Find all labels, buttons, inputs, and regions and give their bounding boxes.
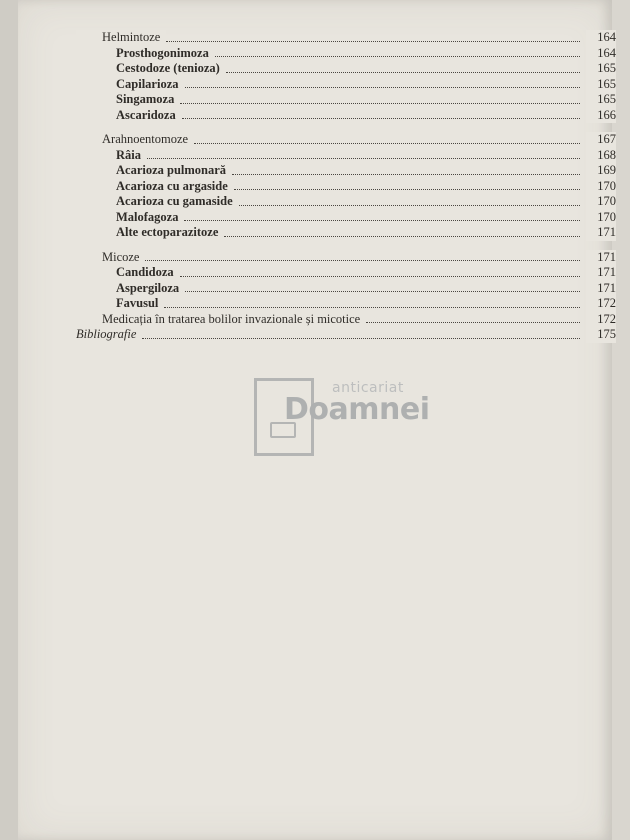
toc-entry-title: Acarioza pulmonară [76,163,232,179]
toc-entry [76,163,616,179]
toc-leader-dots [184,219,580,221]
toc-leader-dots [226,71,580,73]
toc-entry-title: Aspergiloza [76,281,185,297]
toc-entry-page: 168 [586,148,616,164]
toc-entry [76,108,616,124]
page-gutter [0,0,18,840]
toc-entry [76,312,616,328]
table-of-contents [76,30,616,343]
toc-entry-title: Bibliografie [76,327,142,343]
toc-entry-title: Râia [76,148,147,164]
toc-entry [76,61,616,77]
toc-entry-title: Singamoza [76,92,180,108]
toc-entry-title: Prosthogonimoza [76,46,215,62]
toc-leader-dots [142,337,580,339]
watermark-line1: anticariat [332,380,404,396]
toc-entry-page: 172 [586,312,616,328]
toc-entry [76,30,616,46]
toc-entry [76,132,616,148]
watermark-line2: Doamnei [284,392,430,427]
toc-leader-dots [232,173,580,175]
toc-entry-page: 172 [586,296,616,312]
toc-spacer [76,123,616,132]
toc-entry-title: Helmintoze [76,30,166,46]
toc-leader-dots [164,306,580,308]
toc-leader-dots [182,117,580,119]
toc-entry-page: 170 [586,210,616,226]
toc-entry-title: Candidoza [76,265,180,281]
toc-entry-title: Micoze [76,250,145,266]
toc-entry-title: Cestodoze (tenioza) [76,61,226,77]
toc-entry [76,46,616,62]
toc-entry [76,225,616,241]
toc-leader-dots [224,235,580,237]
toc-entry-page: 164 [586,30,616,46]
toc-entry-title: Acarioza cu gamaside [76,194,239,210]
toc-entry-title: Alte ectoparazitoze [76,225,224,241]
toc-entry-title: Ascaridoza [76,108,182,124]
toc-entry [76,296,616,312]
toc-leader-dots [180,275,580,277]
toc-leader-dots [185,290,580,292]
toc-entry-title: Arahnoentomoze [76,132,194,148]
toc-entry-page: 167 [586,132,616,148]
toc-entry [76,148,616,164]
toc-entry [76,327,616,343]
toc-leader-dots [215,55,580,57]
toc-entry-page: 170 [586,179,616,195]
toc-entry-page: 165 [586,77,616,93]
document-page [18,0,616,840]
toc-entry-page: 171 [586,281,616,297]
toc-leader-dots [145,259,580,261]
toc-entry-title: Acarioza cu argaside [76,179,234,195]
toc-entry [76,250,616,266]
toc-entry [76,265,616,281]
toc-leader-dots [234,188,580,190]
toc-spacer [76,241,616,250]
toc-entry-page: 169 [586,163,616,179]
toc-leader-dots [147,157,580,159]
toc-leader-dots [239,204,580,206]
toc-leader-dots [166,40,580,42]
toc-entry [76,77,616,93]
toc-entry-page: 171 [586,250,616,266]
toc-entry-page: 166 [586,108,616,124]
toc-entry-title: Malofagoza [76,210,184,226]
toc-entry [76,210,616,226]
toc-entry-page: 170 [586,194,616,210]
toc-entry-page: 175 [586,327,616,343]
toc-entry-page: 164 [586,46,616,62]
toc-leader-dots [194,142,580,144]
toc-leader-dots [185,86,581,88]
toc-entry [76,92,616,108]
toc-entry-page: 165 [586,61,616,77]
toc-leader-dots [366,321,580,323]
toc-entry [76,179,616,195]
toc-entry-page: 165 [586,92,616,108]
toc-entry-title: Medicația în tratarea bolilor invazionale și micotice [76,312,366,328]
toc-entry-title: Capilarioza [76,77,185,93]
toc-entry-page: 171 [586,265,616,281]
toc-entry-page: 171 [586,225,616,241]
toc-leader-dots [180,102,580,104]
toc-entry [76,281,616,297]
watermark-logo [254,378,430,460]
toc-entry [76,194,616,210]
toc-entry-title: Favusul [76,296,164,312]
